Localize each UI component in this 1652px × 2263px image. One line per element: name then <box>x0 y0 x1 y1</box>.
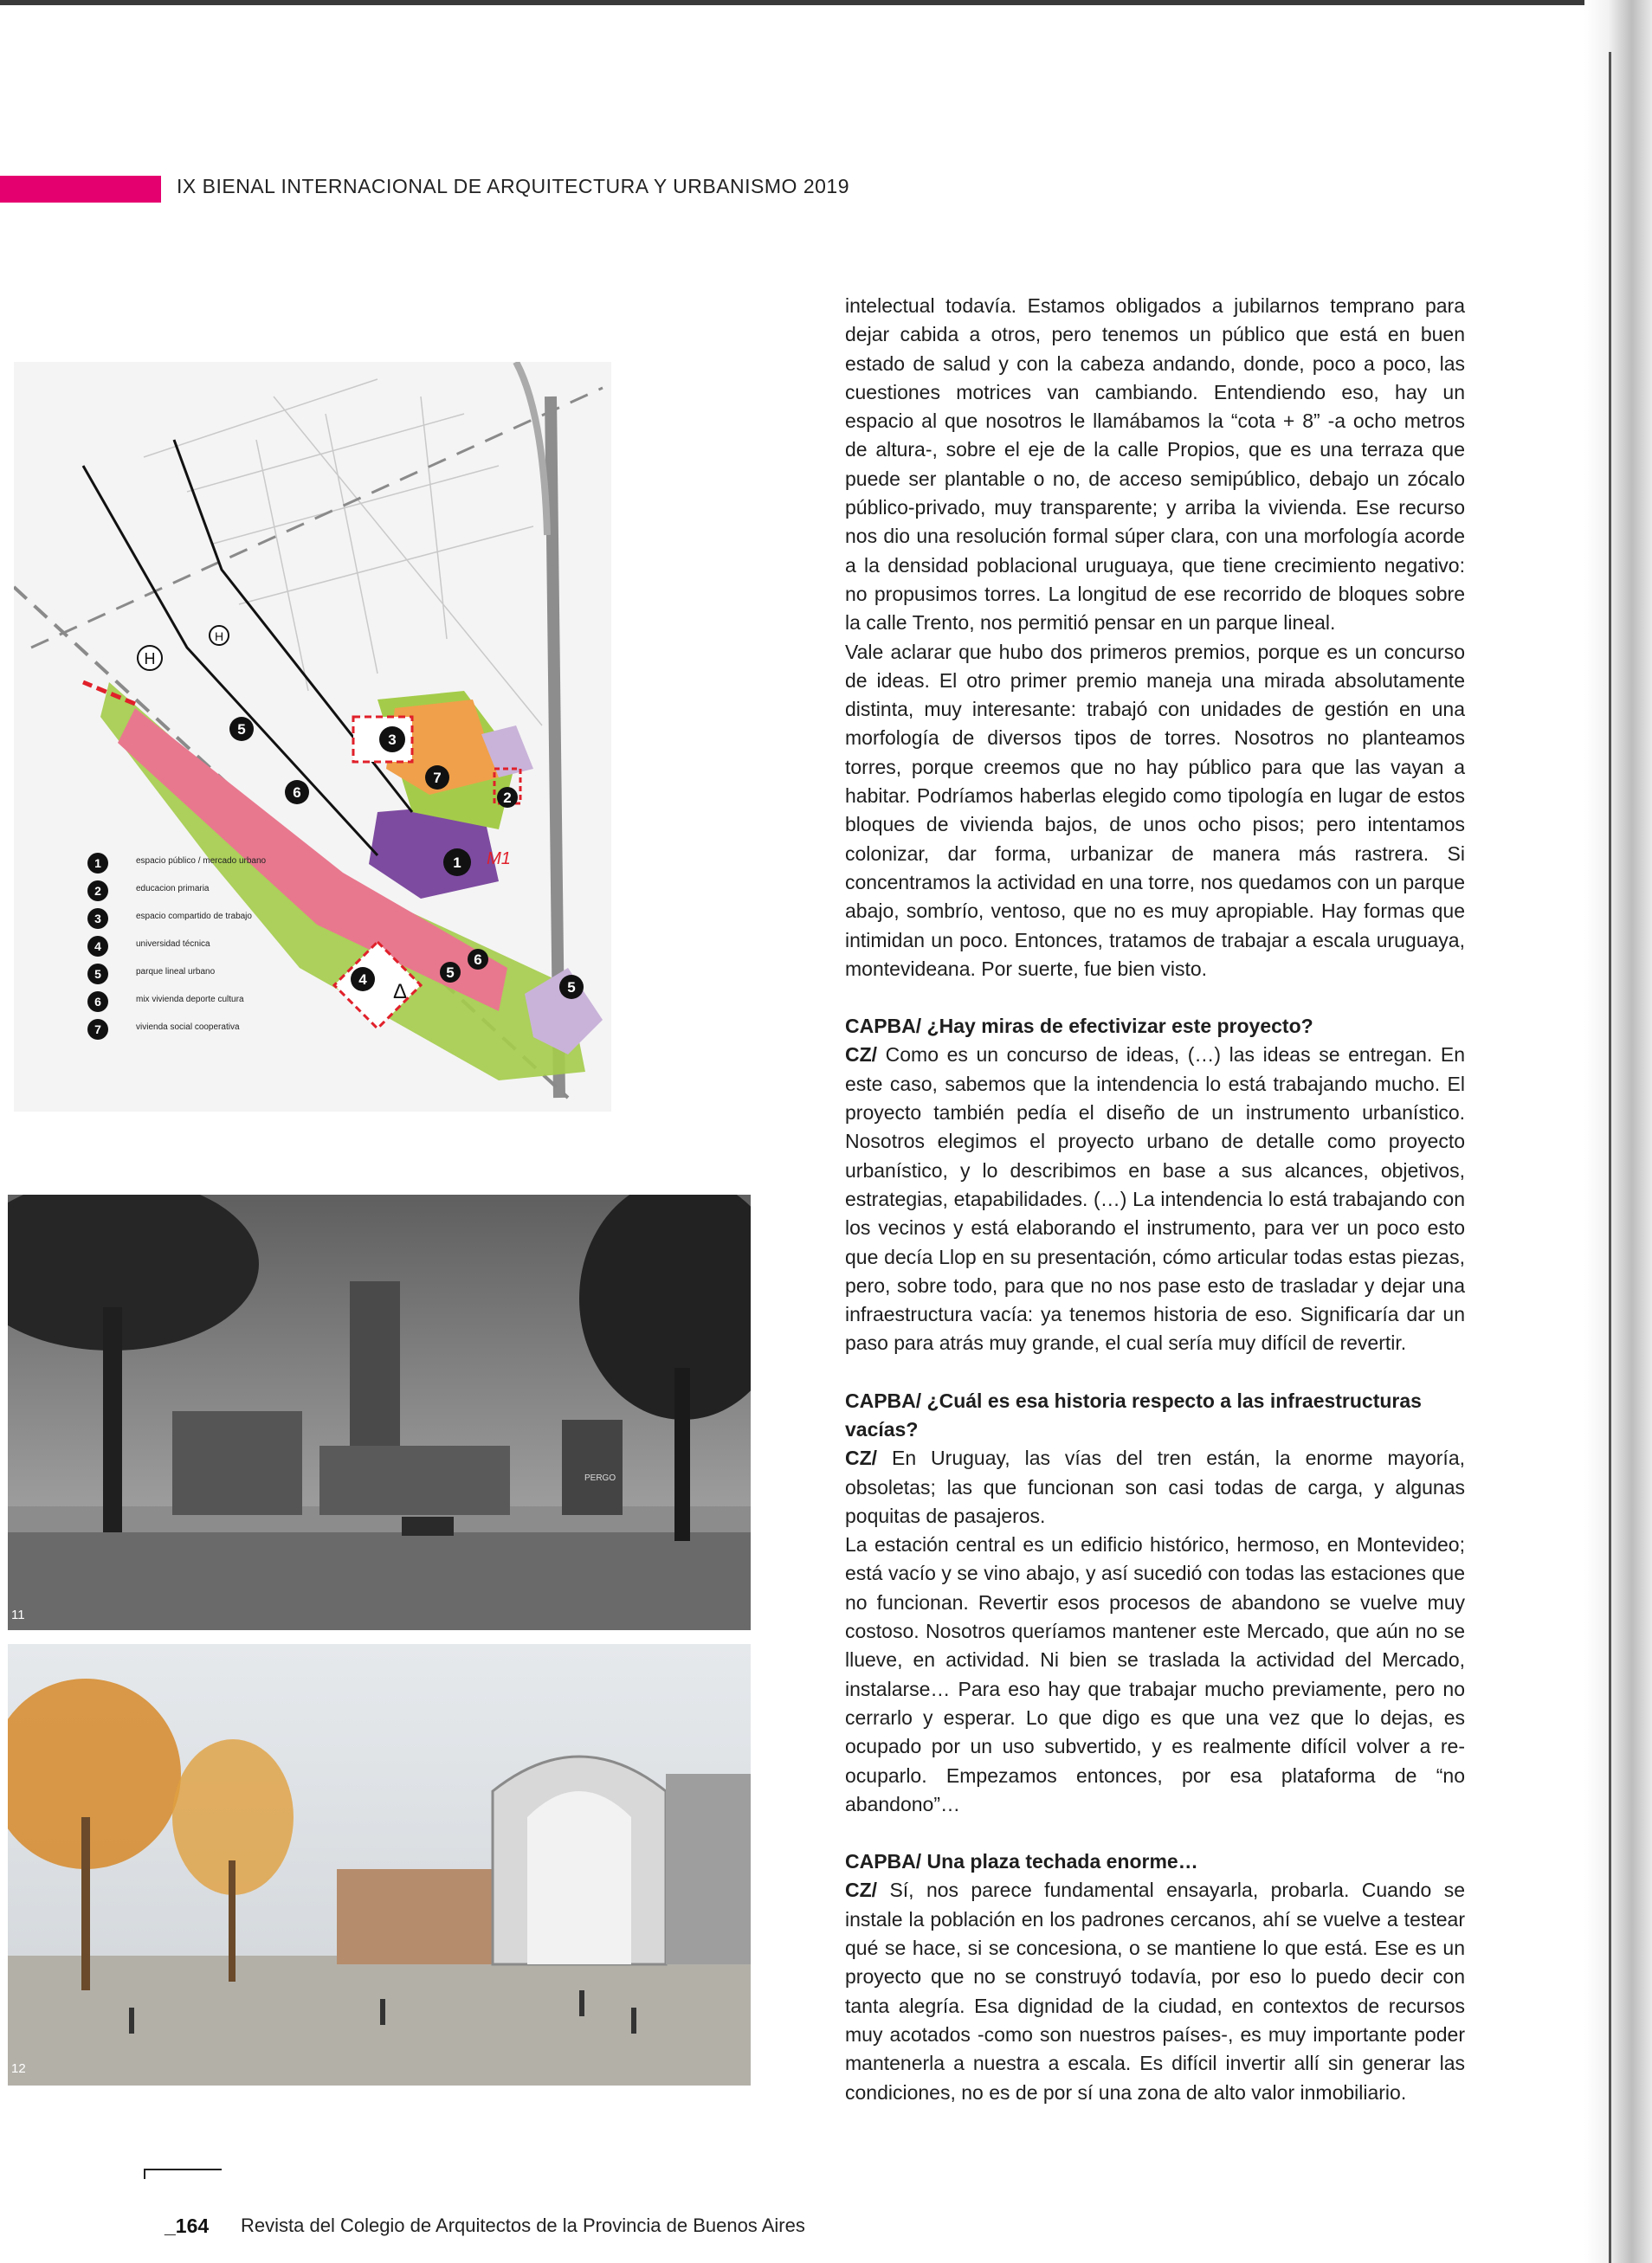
marker-h2-label: H <box>214 629 224 643</box>
answer-paragraph <box>845 1444 1465 1531</box>
svg-text:4: 4 <box>358 971 367 988</box>
speaker-label: CZ/ <box>845 1879 878 1902</box>
svg-text:6: 6 <box>293 784 301 801</box>
photo-market-tower <box>8 1195 751 1630</box>
legend-number: 4 <box>87 936 108 957</box>
legend-number: 3 <box>87 908 108 929</box>
legend-label: vivienda social cooperativa <box>136 1022 240 1032</box>
legend-label: universidad técnica <box>136 939 210 949</box>
svg-text:5: 5 <box>237 721 246 738</box>
svg-text:5: 5 <box>567 979 576 996</box>
photo-number-12: 12 <box>11 2061 26 2076</box>
speaker-label: CZ/ <box>845 1043 878 1067</box>
answer-text: En Uruguay, las vías del tren están, la enorme mayoría, obsoletas; las que funcionan son casi todas de carga, y algunas poquitas de pasajeros. <box>845 1447 1465 1527</box>
article-column <box>845 292 1465 2107</box>
legend-label: parque lineal urbano <box>136 967 216 977</box>
svg-text:1: 1 <box>453 854 461 871</box>
sign-pergo: PERGO <box>584 1473 616 1483</box>
svg-text:3: 3 <box>388 732 397 748</box>
legend-number: 1 <box>87 853 108 874</box>
legend-label: espacio compartido de trabajo <box>136 912 252 921</box>
fence-structure <box>172 1411 302 1515</box>
photo-number-11: 11 <box>11 1608 25 1622</box>
header-accent-bar <box>0 176 161 203</box>
marker-h1-label: H <box>144 650 156 667</box>
person <box>631 2008 636 2034</box>
plaza-floor <box>8 1956 751 2086</box>
road <box>8 1524 751 1630</box>
book-spine-shadow <box>1584 0 1652 2263</box>
answer-paragraph <box>845 1041 1465 1357</box>
person <box>129 2008 134 2034</box>
legend-label: educacion primaria <box>136 884 210 893</box>
paragraph: Vale aclarar que hubo dos primeros premios, porque es un concurso de ideas. El otro primer premio maneja una mirada absolutamente distinta, muy interesante: trabajó con unidades de gestión en una morfología de diversos tipos de torres. Nosotros no planteamos torres, porque creemos que no hay público para que las vayan a habitar. Podríamos haberlas elegido como tipología en lugar de estos bloques de vivienda bajos, de unos ocho pisos; pero intentamos colonizar, dar forma, urbanizar de manera más rastrera. Si concentramos la actividad en una torre, nos quedamos con un parque abajo, sombrío, ventoso, que no es muy apropiable. Hay formas que intimidan un poco. Entonces, tratamos de trabajar a escala uruguaya, montevideana. Por suerte, fue bien visto. <box>845 640 1465 980</box>
legend-number: 2 <box>87 880 108 901</box>
photo-market-tower-image <box>8 1195 751 1630</box>
answer-paragraph <box>845 1876 1465 2106</box>
answer-text: Como es un concurso de ideas, (…) las ideas se entregan. En este caso, sabemos que la intendencia lo está trabajando mucho. El proyecto también pedía el diseño de un instrumento urbanístico. Nosotros elegimos el proyecto urbano de detalle como proyecto urbanístico, y lo describimos en base a sus alcances, objetivos, estrategias, etapabilidades. (…) La intendencia lo está trabajando con los vecinos y está elaborando el instrumento, para ver un poco esto que decía Llop en su presentación, cómo articular todas estas piezas, pero, sobre todo, para que no nos pase esto de trasladar y dejar una infraestructura vacía: ya tenemos historia de eso. Significaría dar un paso para atrás muy grande, el cual sería muy difícil de revertir. <box>845 1043 1465 1355</box>
handwritten-note: M1 <box>487 849 511 868</box>
person <box>579 1990 584 2016</box>
speaker-label: CZ/ <box>845 1447 878 1470</box>
legend-label: mix vivienda deporte cultura <box>136 995 244 1004</box>
legend-number: 5 <box>87 964 108 984</box>
svg-text:7: 7 <box>433 770 442 786</box>
paragraph: La estación central es un edificio histórico, hermoso, en Montevideo; está vacío y se vino abajo, y así sucedió con todas las estaciones que no funcionan. Revertir esos procesos de abandono se vuelve muy costoso. Nosotros queríamos mantener este Mercado, que aún no se llueve, en actividad. Ni bien se traslada la actividad del Mercado, instalarse… Para eso hay que trabajar mucho previamente, pero no cerrarlo y esperar. Lo que digo es que una vez que lo dejas, es ocupado por un uso subvertido, y es realmente difícil volver a re-ocuparlo. Empezamos entonces, por esa plataforma de “no abandono”… <box>845 1533 1465 1815</box>
car <box>402 1517 454 1536</box>
render-plaza <box>8 1644 751 2086</box>
legend-number: 6 <box>87 991 108 1012</box>
svg-text:5: 5 <box>446 964 455 981</box>
svg-text:2: 2 <box>503 790 512 806</box>
footer-rule <box>144 2169 222 2170</box>
svg-text:6: 6 <box>474 951 482 968</box>
footer-tick <box>144 2169 145 2179</box>
page-number: _164 <box>165 2215 210 2237</box>
spine-line <box>1609 52 1611 2263</box>
market-building <box>319 1446 510 1515</box>
station-tower <box>666 1774 751 1964</box>
paragraph: intelectual todavía. Estamos obligados a jubilarnos temprano para dejar cabida a otros, pero tenemos un público que está en buen estado de salud y con la cabeza andando, donde, poco a poco, las cuestiones motrices van cambiando. Entendiendo eso, hay un espacio al que nosotros le llamábamos la “cota + 8” -a ocho metros de altura-, sobre el eje de la calle Propios, que es una terraza que puede ser plantable o no, de acceso semipúblico, debajo un zócalo público-privado, muy transparente; y arriba la vivienda. Ese recurso nos dio una resolución formal súper clara, con una morfología acorde a la densidad poblacional uruguaya, que tiene crecimiento negativo: no propusimos torres. La longitud de ese recorrido de bloques sobre la calle Trento, nos permitió pensar en un parque lineal. <box>845 294 1465 635</box>
brick-building <box>337 1869 493 1964</box>
answer-text: Sí, nos parece fundamental ensayarla, probarla. Cuando se instale la población en los padrones cercanos, ahí se vuelve a testear qué se hace, si se concesiona, o se mantiene lo que está. Ese es un proyecto que no se construyó todavía, por eso lo puedo decir con tanta alegría. Esa dignidad de la ciudad, en contextos de recursos muy acotados -como son nuestros países-, es muy importante poder mantenerla a nuestra a escala. Es difícil invertir allí sin generar las condiciones, no es de por sí una zona de alto valor inmobiliario. <box>845 1879 1465 2104</box>
question-heading: CAPBA/ ¿Hay miras de efectivizar este proyecto? <box>845 1015 1313 1038</box>
legend-number: 7 <box>87 1019 108 1040</box>
scan-top-edge <box>0 0 1652 5</box>
question-heading: CAPBA/ Una plaza techada enorme… <box>845 1850 1198 1873</box>
arch-opening <box>527 1791 631 1964</box>
person <box>380 1999 385 2025</box>
publication-name: Revista del Colegio de Arquitectos de la Provincia de Buenos Aires <box>241 2215 805 2236</box>
marker-delta: Δ <box>392 980 408 1003</box>
render-plaza-image <box>8 1644 751 2086</box>
header-title: IX BIENAL INTERNACIONAL DE ARQUITECTURA Y URBANISMO 2019 <box>177 175 849 197</box>
legend-label: espacio público / mercado urbano <box>136 856 267 866</box>
question-heading: CAPBA/ ¿Cuál es esa historia respecto a las infraestructuras vacías? <box>845 1389 1422 1441</box>
